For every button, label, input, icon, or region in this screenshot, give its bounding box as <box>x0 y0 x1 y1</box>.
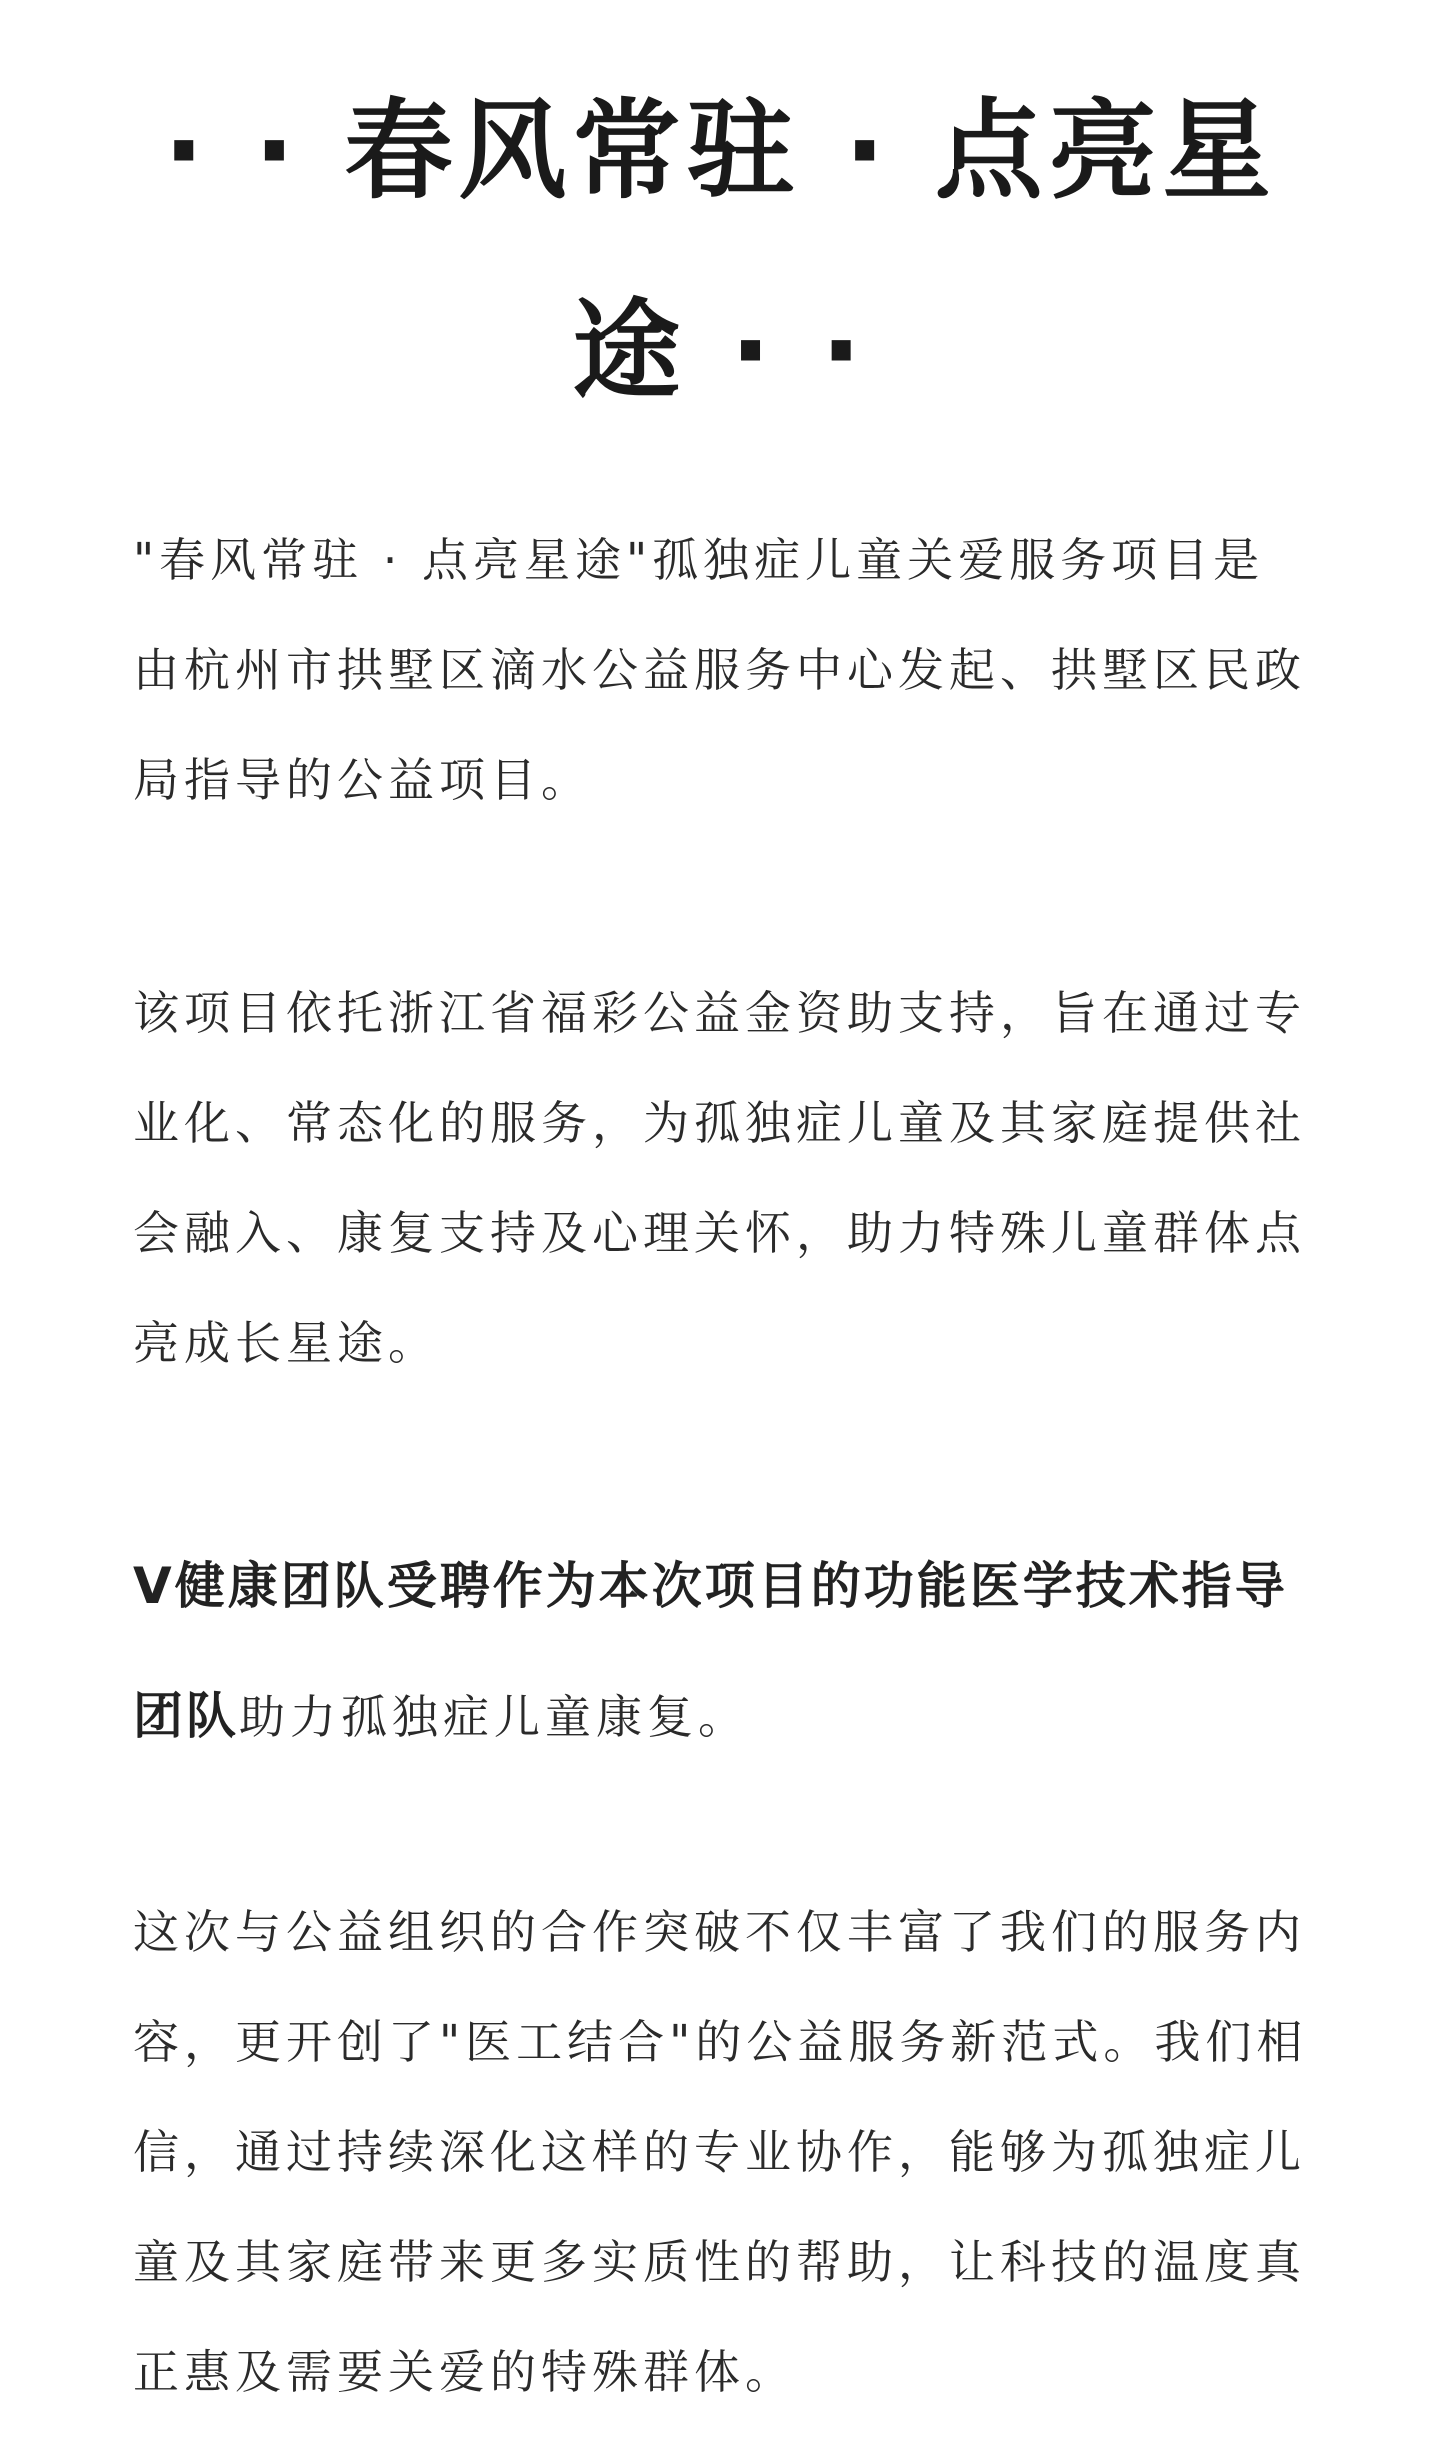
team-rest-text: 助力孤独症儿童康复。 <box>239 1690 749 1744</box>
closing-paragraph: 这次与公益组织的合作突破不仅丰富了我们的服务内容，更开创了"医工结合"的公益服务新范式。我们相信，通过持续深化这样的专业协作，能够为孤独症儿童及其家庭带来更多实质性的帮助，让科技的温度真正惠及需要关爱的特殊群体。 <box>133 1905 1308 2399</box>
article-title: · · 春风常驻 · 点亮星途 · · <box>163 89 1277 414</box>
team-paragraph <box>133 1521 1313 1782</box>
support-paragraph: 该项目依托浙江省福彩公益金资助支持，旨在通过专业化、常态化的服务，为孤独症儿童及其家庭提供社会融入、康复支持及心理关怀，助力特殊儿童群体点亮成长星途。 <box>133 986 1306 1370</box>
team-highlight-text: V健康团队受聘作为本次项目的功能医学技术指导团队 <box>133 1557 1288 1745</box>
intro-paragraph: "春风常驻 · 点亮星途"孤独症儿童关爱服务项目是由杭州市拱墅区滴水公益服务中心发起、拱墅区民政局指导的公益项目。 <box>133 533 1306 807</box>
